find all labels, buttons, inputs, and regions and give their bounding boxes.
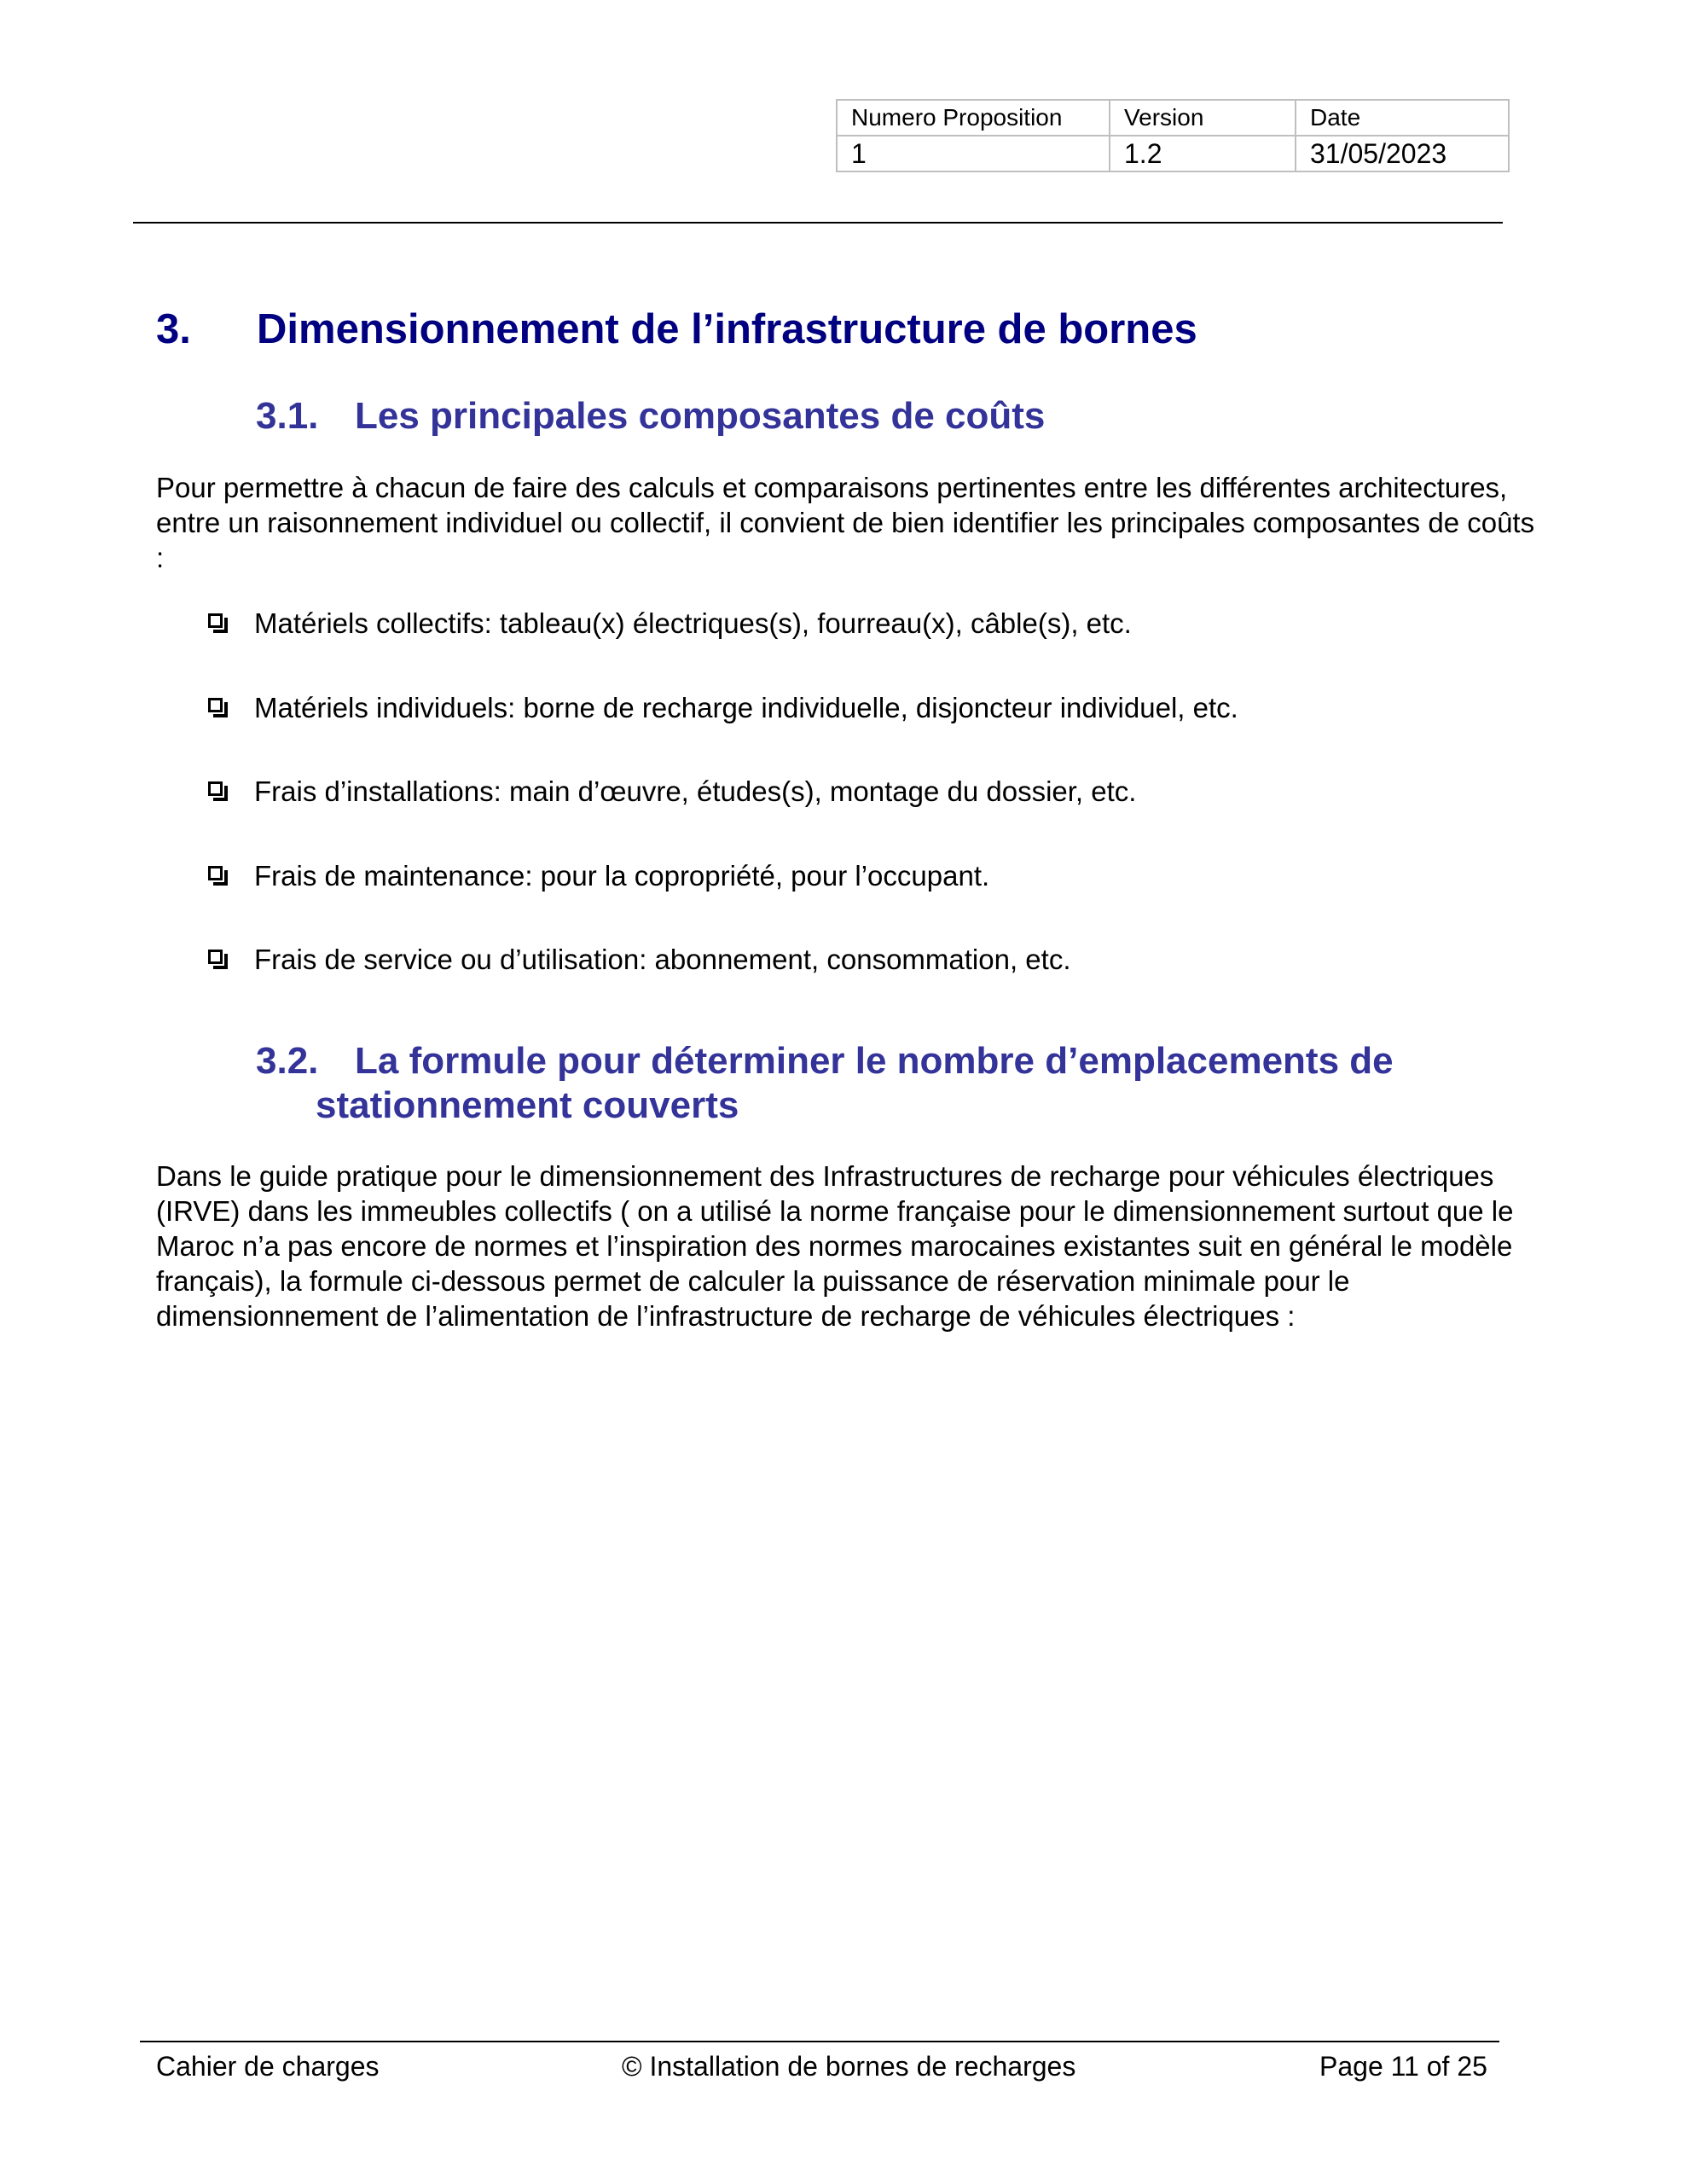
list-item-text: Matériels individuels: borne de recharge individuelle, disjoncteur individuel, etc. [254,691,1238,723]
section-3-1-title: Les principales composantes de coûts [355,395,1046,437]
list-item [205,606,1238,690]
list-item [205,942,1238,1026]
footer-divider [140,2041,1499,2042]
checkbox-bullet-icon [208,781,223,796]
footer-left: Cahier de charges [156,2051,380,2082]
section-3-1-intro: Pour permettre à chacun de faire des calculs et comparaisons pertinentes entre les différentes architectures, entre un raisonnement individuel ou collectif, il convient de bien identifier les principales composantes de coûts : [156,472,1535,573]
meta-header-row [837,100,1509,136]
list-item [205,690,1238,775]
list-item-text: Frais de maintenance: pour la copropriété, pour l’occupant. [254,859,990,892]
checkbox-bullet-icon [208,950,223,964]
section-3-number: 3. [156,306,191,352]
list-item-text: Matériels collectifs: tableau(x) électriques(s), fourreau(x), câble(s), etc. [254,607,1132,639]
meta-header-proposition: Numero Proposition [837,100,1110,136]
section-3-title: Dimensionnement de l’infrastructure de bornes [257,306,1197,352]
meta-header-date: Date [1296,100,1509,136]
list-item-text: Frais d’installations: main d’œuvre, études(s), montage du dossier, etc. [254,775,1137,807]
checkbox-bullet-icon [208,866,223,880]
section-3-heading [156,305,1197,353]
footer-page-number: Page 11 of 25 [1319,2051,1487,2082]
checkbox-bullet-icon [208,613,223,628]
section-3-1-heading [256,394,1045,439]
footer-center: © Installation de bornes de recharges [622,2051,1076,2082]
section-3-2-body: Dans le guide pratique pour le dimensionnement des Infrastructures de recharge pour véhicules électriques (IRVE) dans les immeubles collectifs ( on a utilisé la norme française pour le dimensionnement surtout que le Maroc n’a pas encore de normes et l’inspiration des normes marocaines existantes suit en général le modèle français), la formule ci-dessous permet de calculer la puissance de réservation minimale pour le dimensionnement de l’alimentation de l’infrastructure de recharge de véhicules électriques : [156,1160,1514,1332]
list-item [205,858,1238,943]
document-meta-table [836,99,1510,172]
section-3-2-title-line1: La formule pour déterminer le nombre d’emplacements de [355,1040,1394,1082]
cost-components-list [205,606,1238,1026]
section-3-1-number: 3.1. [256,395,319,437]
list-item-text: Frais de service ou d’utilisation: abonnement, consommation, etc. [254,944,1071,975]
section-3-2-heading [256,1039,1394,1128]
section-3-2-title-line2: stationnement couverts [316,1084,739,1126]
section-3-2-number: 3.2. [256,1040,319,1082]
meta-value-version: 1.2 [1110,136,1296,171]
meta-value-row [837,136,1509,171]
meta-value-proposition: 1 [837,136,1110,171]
meta-value-date: 31/05/2023 [1296,136,1509,171]
header-divider [133,222,1503,224]
list-item [205,774,1238,858]
meta-header-version: Version [1110,100,1296,136]
checkbox-bullet-icon [208,698,223,712]
